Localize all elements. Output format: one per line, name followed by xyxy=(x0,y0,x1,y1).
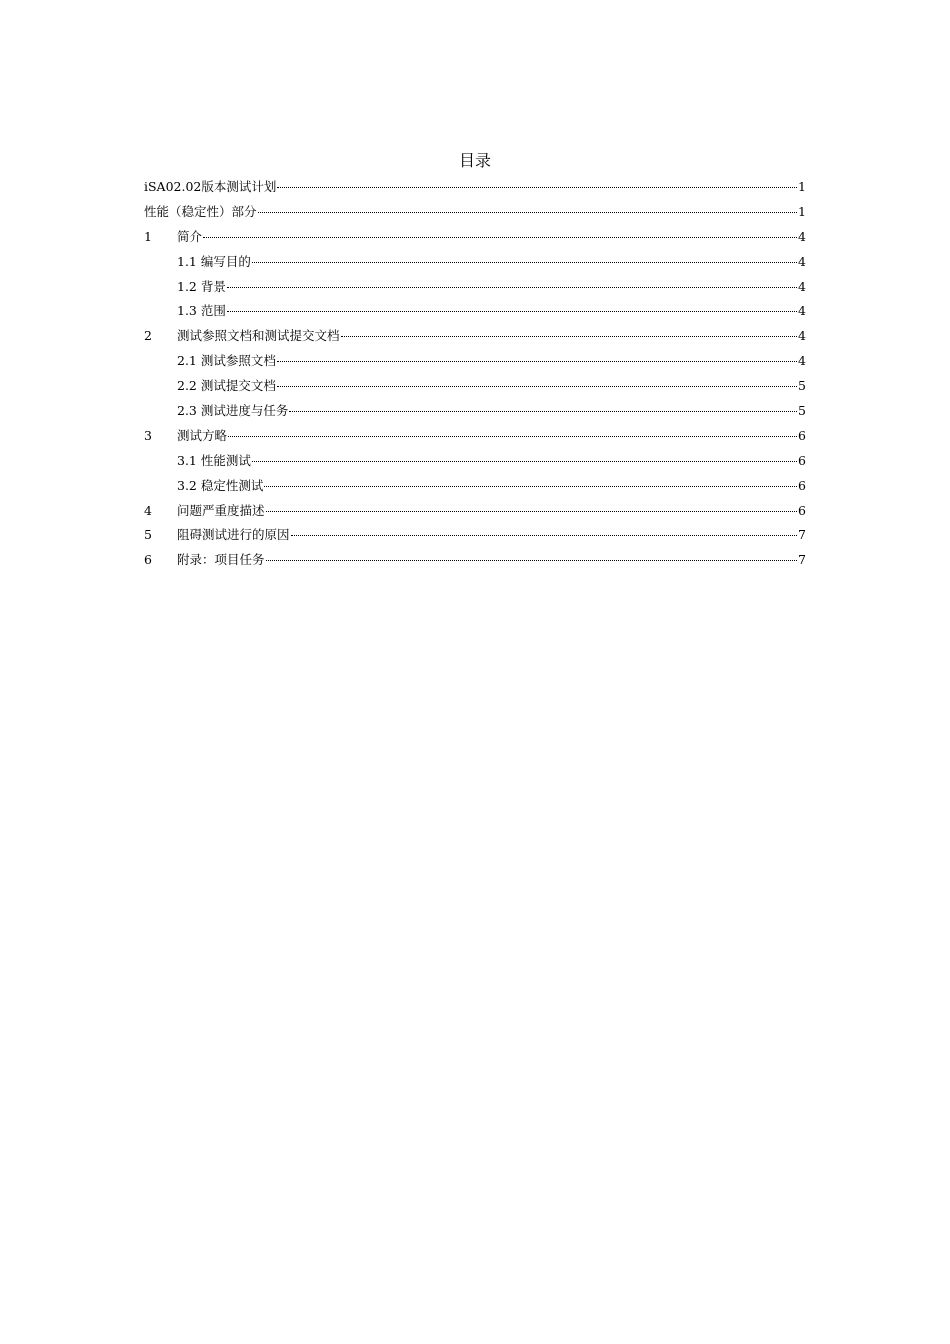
toc-dot-leader xyxy=(228,436,797,437)
toc-entry[interactable] xyxy=(144,225,806,250)
toc-entry-page: 1 xyxy=(798,179,806,194)
toc-entry[interactable] xyxy=(144,449,806,474)
toc-entry-text: 测试参照文档和测试提交文档 xyxy=(177,328,340,344)
toc-entry-page: 4 xyxy=(798,353,806,369)
toc-entry-page: 5 xyxy=(798,403,806,419)
toc-entry[interactable] xyxy=(144,523,806,548)
toc-entry-number: 1 xyxy=(144,228,152,244)
toc-dot-leader xyxy=(277,386,797,387)
toc-entry-text: 性能（稳定性）部分 xyxy=(144,203,257,219)
toc-dot-leader xyxy=(266,560,798,561)
toc-entry-number: 5 xyxy=(144,527,152,543)
toc-entry[interactable] xyxy=(144,424,806,449)
toc-entry[interactable] xyxy=(144,250,806,275)
toc-entry-text: 3.2 稳定性测试 xyxy=(177,477,264,493)
toc-entry[interactable] xyxy=(144,399,806,424)
toc-entry[interactable] xyxy=(144,275,806,300)
toc-entry[interactable] xyxy=(144,175,806,200)
toc-entry-page: 7 xyxy=(798,552,806,568)
toc-entry[interactable] xyxy=(144,349,806,374)
toc-dot-leader xyxy=(227,287,797,288)
toc-entry-page: 4 xyxy=(798,303,806,319)
toc-entry-text: 简介 xyxy=(177,228,203,244)
toc-entry-text: 问题严重度描述 xyxy=(177,502,265,518)
toc-dot-leader xyxy=(227,311,797,312)
toc-dot-leader xyxy=(341,336,798,337)
toc-entry-text: 1.1 编写目的 xyxy=(177,253,251,269)
toc-entry-text: 2.2 测试提交文档 xyxy=(177,378,276,394)
toc-entry-page: 4 xyxy=(798,328,806,344)
toc-entry-page: 5 xyxy=(798,378,806,394)
toc-entry-text: 附录：项目任务 xyxy=(177,552,265,568)
toc-dot-leader xyxy=(266,511,798,512)
toc-entry[interactable] xyxy=(144,474,806,499)
toc-dot-leader xyxy=(264,486,797,487)
toc-entry-text: 1.2 背景 xyxy=(177,278,226,294)
toc-dot-leader xyxy=(277,187,797,188)
toc-entry-text: 1.3 范围 xyxy=(177,303,226,319)
toc-entry-page: 4 xyxy=(798,278,806,294)
toc-dot-leader xyxy=(291,535,798,536)
toc-entry[interactable] xyxy=(144,374,806,399)
toc-entry-page: 6 xyxy=(798,502,806,518)
toc-entry-number: 2 xyxy=(144,328,152,344)
toc-entry-page: 6 xyxy=(798,452,806,468)
toc-entry-number: 6 xyxy=(144,552,152,568)
toc-entry-page: 4 xyxy=(798,228,806,244)
toc-dot-leader xyxy=(289,411,797,412)
toc-entry-number: 3 xyxy=(144,427,152,443)
toc-dot-leader xyxy=(203,237,797,238)
toc-entry[interactable] xyxy=(144,499,806,524)
toc-entry-page: 7 xyxy=(798,527,806,543)
toc-entry-page: 4 xyxy=(798,253,806,269)
toc-dot-leader xyxy=(277,361,797,362)
toc-entry-text: iSA02.02版本测试计划 xyxy=(144,179,277,194)
toc-title: 目录 xyxy=(458,151,491,170)
toc-entry-text: 3.1 性能测试 xyxy=(177,452,251,468)
toc-entry-text: 2.3 测试进度与任务 xyxy=(177,403,289,419)
toc-dot-leader xyxy=(252,461,797,462)
toc-entry-page: 6 xyxy=(798,427,806,443)
toc-entry-page: 6 xyxy=(798,477,806,493)
toc-entry[interactable] xyxy=(144,548,806,573)
toc-entry-text: 2.1 测试参照文档 xyxy=(177,353,276,369)
toc-entry[interactable] xyxy=(144,200,806,225)
toc-entry-text: 测试方略 xyxy=(177,427,228,443)
toc-entry[interactable] xyxy=(144,324,806,349)
toc-dot-leader xyxy=(258,212,798,213)
toc-entry-page: 1 xyxy=(798,203,806,219)
toc-entry-number: 4 xyxy=(144,502,152,518)
table-of-contents xyxy=(144,175,806,573)
toc-dot-leader xyxy=(252,262,797,263)
toc-entry-text: 阻碍测试进行的原因 xyxy=(177,527,290,543)
toc-entry[interactable] xyxy=(144,299,806,324)
